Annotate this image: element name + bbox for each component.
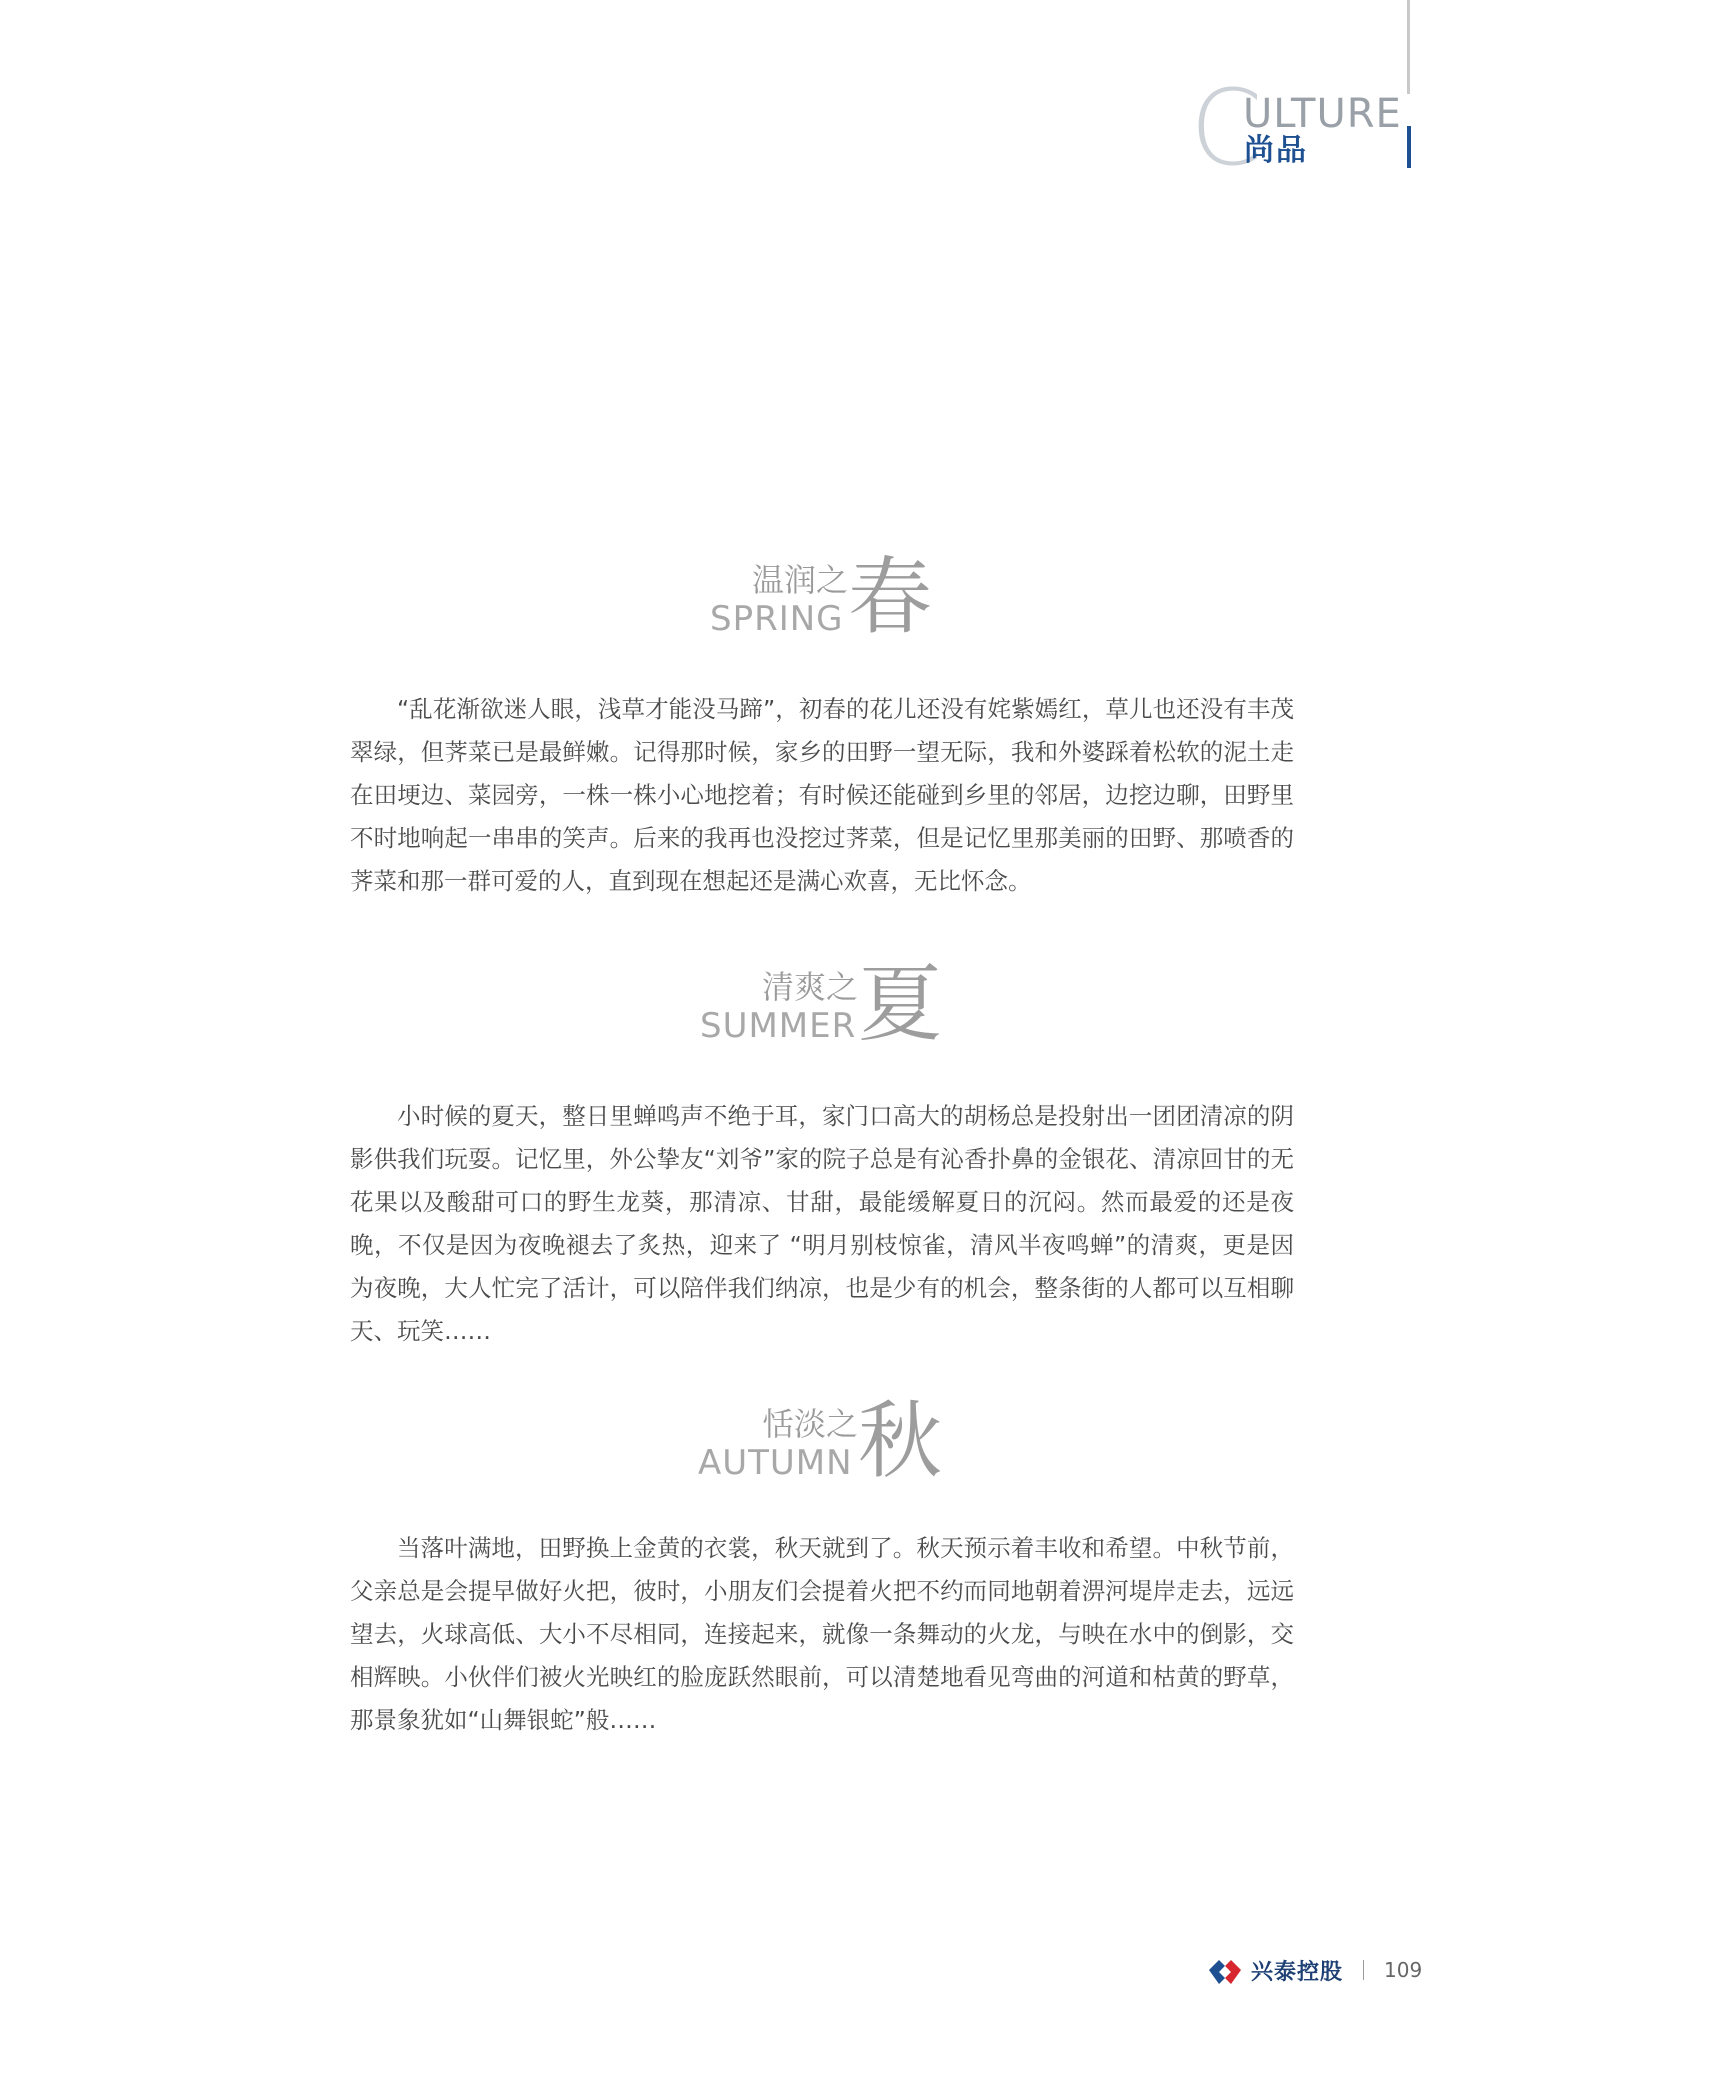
summer-paragraph: 小时候的夏天，整日里蝉鸣声不绝于耳，家门口高大的胡杨总是投射出一团团清凉的阴影供我们玩耍。记忆里，外公挚友“刘爷”家的院子总是有沁香扑鼻的金银花、清凉回甘的无花果以及酸甜可口的野生龙葵，那清凉、甘甜，最能缓解夏日的沉闷。然而最爱的还是夜晚，不仅是因为夜晚褪去了炙热，迎来了 “明月别枝惊雀，清风半夜鸣蝉”的清爽，更是因为夜晚，大人忙完了活计，可以陪伴我们纳凉，也是少有的机会，整条街的人都可以互相聊天、玩笑…… [350, 1102, 1294, 1345]
autumn-heading [698, 1392, 958, 1490]
autumn-prefix: 恬淡之 [762, 1405, 859, 1443]
summer-english: SUMMER [700, 1006, 857, 1046]
autumn-paragraph: 当落叶满地，田野换上金黄的衣裳，秋天就到了。秋天预示着丰收和希望。中秋节前，父亲总是会提早做好火把，彼时，小朋友们会提着火把不约而同地朝着淠河堤岸走去，远远望去，火球高低、大小不尽相同，连接起来，就像一条舞动的火龙，与映在水中的倒影，交相辉映。小伙伴们被火光映红的脸庞跃然眼前，可以清楚地看见弯曲的河道和枯黄的野草，那景象犹如“山舞银蛇”般…… [350, 1534, 1294, 1734]
spring-paragraph: “乱花渐欲迷人眼，浅草才能没马蹄”，初春的花儿还没有姹紫嫣红，草儿也还没有丰茂翠绿，但荠菜已是最鲜嫩。记得那时候，家乡的田野一望无际，我和外婆踩着松软的泥土走在田埂边、菜园旁，一株一株小心地挖着；有时候还能碰到乡里的邻居，边挖边聊，田野里不时地响起一串串的笑声。后来的我再也没挖过荠菜，但是记忆里那美丽的田野、那喷香的荠菜和那一群可爱的人，直到现在想起还是满心欢喜，无比怀念。 [350, 695, 1294, 895]
footer-brand: 兴泰控股 [1251, 1959, 1344, 1985]
footer [1205, 1950, 1422, 1990]
header-vertical-rule [1407, 0, 1410, 94]
footer-separator [1363, 1960, 1364, 1980]
spring-heading [710, 548, 970, 646]
summer-prefix: 清爽之 [762, 968, 859, 1006]
spring-season: 春 [848, 548, 933, 646]
summer-season: 夏 [858, 955, 943, 1053]
autumn-season: 秋 [858, 1392, 943, 1490]
section-title-cn: 尚品 [1244, 133, 1308, 168]
summer-heading [700, 955, 960, 1053]
header-accent-rule [1407, 126, 1411, 168]
culture-initial: C [1190, 67, 1263, 189]
culture-title: ULTURE [1243, 91, 1402, 137]
spring-prefix: 温润之 [752, 561, 849, 599]
company-logo-icon [1205, 1955, 1245, 1985]
spring-english: SPRING [710, 599, 844, 639]
autumn-english: AUTUMN [698, 1443, 853, 1483]
page-number: 109 [1384, 1958, 1423, 1982]
